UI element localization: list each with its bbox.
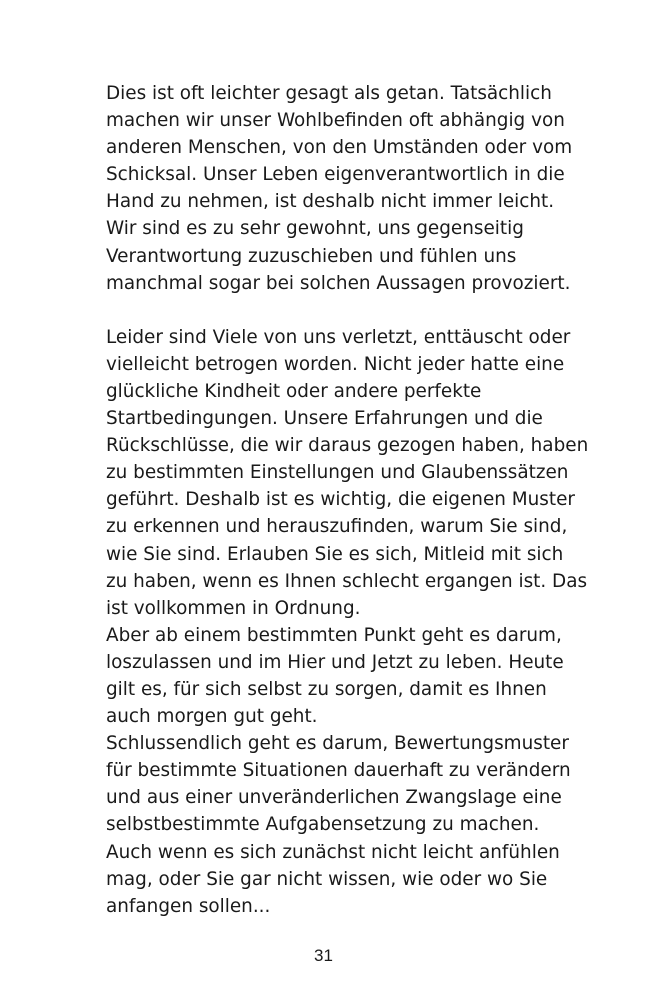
text-line: Startbedingungen. Unsere Erfahrungen und die xyxy=(106,408,543,430)
text-line: zu haben, wenn es Ihnen schlecht ergangen ist. Das xyxy=(106,570,588,592)
text-line: Aber ab einem bestimmten Punkt geht es darum, xyxy=(106,624,562,646)
text-line: anderen Menschen, von den Umständen oder vom xyxy=(106,137,573,159)
text-line: mag, oder Sie gar nicht wissen, wie oder wo Sie xyxy=(106,868,548,890)
text-line: gilt es, für sich selbst zu sorgen, damit es Ihnen xyxy=(106,678,547,700)
text-line: glückliche Kindheit oder andere perfekte xyxy=(106,380,482,402)
text-line: selbstbestimmte Aufgabensetzung zu machen. xyxy=(106,814,540,836)
text-line: zu bestimmten Einstellungen und Glaubenssätzen xyxy=(106,462,569,484)
text-line: und aus einer unveränderlichen Zwangslage eine xyxy=(106,787,562,809)
text-line: Dies ist oft leichter gesagt als getan. Tatsächlich xyxy=(106,83,552,104)
text-line: Hand zu nehmen, ist deshalb nicht immer leicht. xyxy=(106,191,555,213)
text-line: Schicksal. Unser Leben eigenverantwortlich in die xyxy=(106,164,565,186)
text-line: geführt. Deshalb ist es wichtig, die eigenen Muster xyxy=(106,489,575,511)
text-line: Auch wenn es sich zunächst nicht leicht anfühlen xyxy=(106,841,560,863)
text-line: Wir sind es zu sehr gewohnt, uns gegenseitig xyxy=(106,218,524,240)
text-line: Leider sind Viele von uns verletzt, enttäuscht oder xyxy=(106,326,571,348)
text-line: anfangen sollen... xyxy=(106,895,271,917)
text-line: auch morgen gut geht. xyxy=(106,706,318,728)
paragraph-spacer xyxy=(106,297,576,324)
text-line: wie Sie sind. Erlauben Sie es sich, Mitleid mit sich xyxy=(106,543,564,565)
text-line: Rückschlüsse, die wir daraus gezogen haben, haben xyxy=(106,435,589,457)
text-line: machen wir unser Wohlbefinden oft abhängig von xyxy=(106,110,565,132)
text-line: zu erkennen und herauszufinden, warum Sie sind, xyxy=(106,516,568,538)
page-number: 31 xyxy=(314,946,333,965)
text-line: loszulassen und im Hier und Jetzt zu leben. Heute xyxy=(106,651,564,673)
body-text xyxy=(106,80,589,920)
text-line: vielleicht betrogen worden. Nicht jeder hatte eine xyxy=(106,353,565,375)
text-line: für bestimmte Situationen dauerhaft zu verändern xyxy=(106,760,571,782)
text-line: ist vollkommen in Ordnung. xyxy=(106,597,361,619)
text-line: Schlussendlich geht es darum, Bewertungsmuster xyxy=(106,733,569,755)
text-line: Verantwortung zuzuschieben und fühlen uns xyxy=(106,245,517,267)
text-line: manchmal sogar bei solchen Aussagen provoziert. xyxy=(106,272,571,294)
